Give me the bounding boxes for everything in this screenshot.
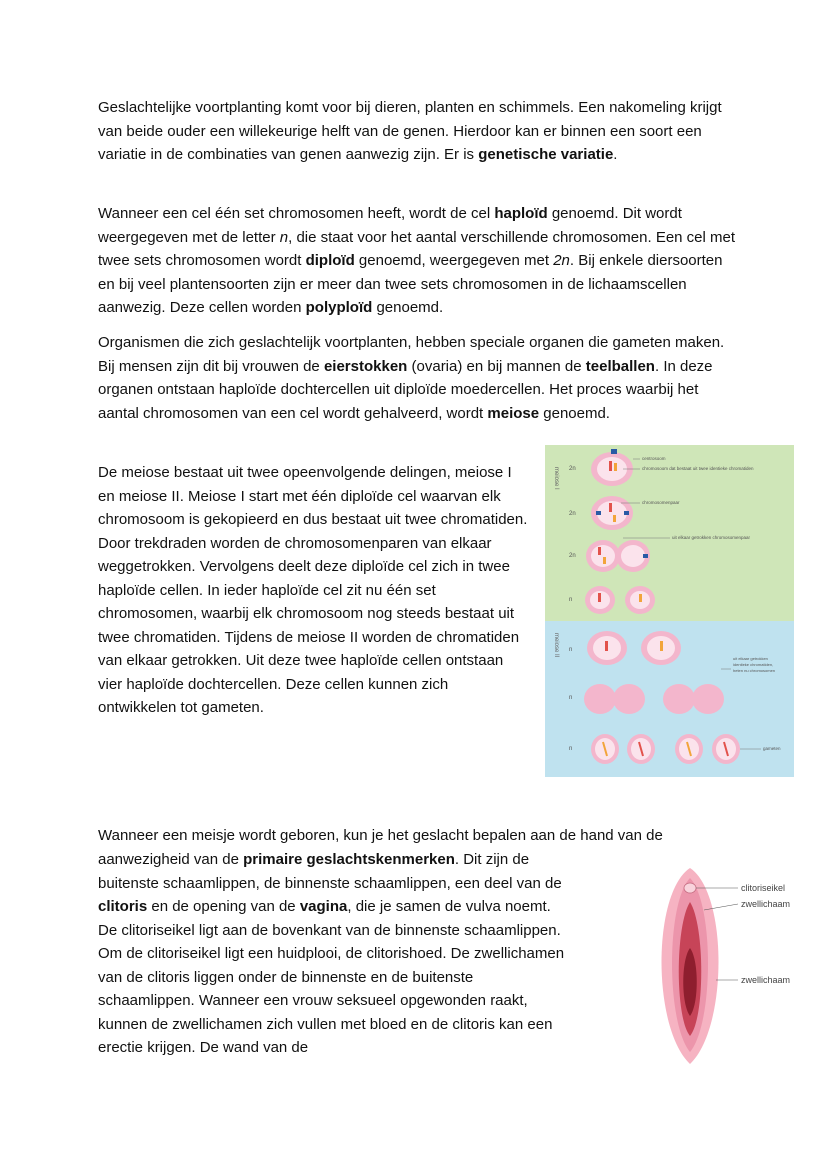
text: genoemd. Dit wordt weergegeven met de letter xyxy=(98,205,682,246)
text: genoemd. xyxy=(372,299,444,316)
chromosome xyxy=(609,503,612,512)
text: , die je samen de vulva noemt. De clitoriseikel ligt aan de bovenkant van de binnenste schaamlippen. Om de clitoriseikel ligt een huidplooi, de clitorishoed. De zwellichamen van de clitoris liggen onder de binnenste en de buitenste schaamlippen. Wanneer een vrouw seksueel opgewonden raakt, kunnen de zwellichamen zich vullen met bloed en de clitoris kan een erectie krijgen. De wand van de xyxy=(98,898,565,1056)
meiosis-I-background xyxy=(545,445,794,621)
label-zwellichaam-2: zwellichaam xyxy=(741,975,791,985)
paragraph-genetic-variation xyxy=(98,96,738,167)
label-meiose-I: meiose I xyxy=(553,467,559,490)
label-zwellichaam-1: zwellichaam xyxy=(741,899,791,909)
chromosome xyxy=(639,594,642,602)
label-centrosoom: centrosoom xyxy=(642,456,666,461)
text: . In deze organen ontstaan haploïde dochtercellen uit diploïde moedercellen. Het proces waarbij het aantal chromosomen van een cel wordt gehalveerd, wordt xyxy=(98,357,713,422)
vulva-anatomy-diagram xyxy=(578,858,808,1070)
paragraph-meiosis-stages: De meiose bestaat uit twee opeenvolgende delingen, meiose I en meiose II. Meiose I start met één diploïde cel waarvan elk chromosoom is gekopieerd en dus bestaat uit twee chromatiden. Door trekdraden worden de chromosomenparen van elkaar weggetrokken. Vervolgens deelt deze diploïde cel zich in twee haploïde cellen. In ieder haploïde cel zit nu één set chromosomen, waarbij elk chromosoom nog steeds bestaat uit twee chromatiden. Tijdens de meiose II worden de chromatiden van elkaar getrokken. Uit deze twee haploïde cellen ontstaan vier haploïde dochtercellen. Deze cellen kunnen zich ontwikkelen tot gameten. xyxy=(98,464,528,716)
chromosome xyxy=(598,593,601,602)
text: (ovaria) en bij mannen de xyxy=(407,357,586,375)
label-meiose-II: meiose II xyxy=(553,633,559,658)
paragraph-primary-characteristics xyxy=(98,848,568,1060)
chromosome xyxy=(603,557,606,564)
term-genetische-variatie: genetische variatie xyxy=(478,146,614,163)
text: en de opening van de xyxy=(147,898,300,915)
term-diploid: diploïd xyxy=(305,252,355,269)
ploidy-label: 2n xyxy=(569,466,576,472)
text: aanwezigheid van de xyxy=(98,851,244,868)
label-chromosoom: chromosoom dat bestaat uit twee identieke chromatiden xyxy=(642,466,754,471)
text: Wanneer een cel één set chromosomen heeft, wordt de cel xyxy=(98,205,495,222)
paragraph-meiosis-intro xyxy=(98,331,738,425)
chromosome xyxy=(613,515,616,522)
term-clitoris: clitoris xyxy=(98,898,148,915)
paragraph-haploid-diploid xyxy=(98,202,738,320)
ploidy-label: n xyxy=(569,746,573,752)
text: genoemd. xyxy=(539,404,610,422)
term-teelballen: teelballen xyxy=(585,357,655,375)
ploidy-label: 2n xyxy=(569,553,576,559)
chromosome xyxy=(605,641,608,651)
text: . Dit zijn de buitenste schaamlippen, de binnenste schaamlippen, een deel van de xyxy=(98,851,562,892)
centrosome xyxy=(611,449,617,454)
text: Geslachtelijke voortplanting komt voor bij dieren, planten en schimmels. Een nakomeling krijgt van beide ouder een willekeurige helft van de genen. Hierdoor kan er binnen een soort een variatie in de combinaties van genen aanwezig zijn. Er is xyxy=(98,99,722,163)
ploidy-label: n xyxy=(569,597,573,603)
label-clitoriseikel: clitoriseikel xyxy=(741,883,786,893)
centrosome xyxy=(596,511,601,515)
cell xyxy=(613,684,645,714)
clitoral-glans xyxy=(684,883,696,893)
term-meiose: meiose xyxy=(487,404,540,422)
label-getrokken-paar: uit elkaar getrokken chromosomenpaar xyxy=(672,535,751,540)
term-eierstokken: eierstokken xyxy=(323,357,408,375)
chromosome xyxy=(598,547,601,555)
symbol-n: n xyxy=(279,228,289,246)
paragraph-primary-characteristics-line1: Wanneer een meisje wordt geboren, kun je het geslacht bepalen aan de hand van de xyxy=(98,827,663,844)
text: genoemd, weergegeven met xyxy=(354,252,554,269)
cell-inner xyxy=(621,545,645,567)
text: . xyxy=(613,146,618,163)
cell xyxy=(663,684,695,714)
text: Organismen die zich geslachtelijk voortplanten, hebben speciale organen die gameten maken. Bij mensen zijn dit bij vrouwen de xyxy=(98,334,725,375)
term-haploid: haploïd xyxy=(494,205,548,222)
label-chromatiden-2: identieke chromatiden, xyxy=(733,662,774,667)
symbol-2n: 2n xyxy=(553,252,570,269)
term-primaire-geslachtskenmerken: primaire geslachtskenmerken xyxy=(243,851,455,868)
text: . Bij enkele diersoorten en bij veel plantensoorten zijn er meer dan twee sets chromosomen in de lichaamscellen aanwezig. Deze cellen worden xyxy=(98,252,723,316)
label-chromatiden-1: uit elkaar getrokken xyxy=(733,656,768,661)
meiosis-diagram xyxy=(545,445,794,777)
chromosome xyxy=(614,463,617,471)
ploidy-label: n xyxy=(569,647,573,653)
label-chromatiden-3: heten nu chromosomen xyxy=(733,668,776,673)
centrosome xyxy=(643,554,648,558)
term-polyploid: polyploïd xyxy=(305,299,373,316)
label-chromosomenpaar: chromosomenpaar xyxy=(642,500,680,505)
chromosome xyxy=(660,641,663,651)
ploidy-label: 2n xyxy=(569,511,576,517)
ploidy-label: n xyxy=(569,695,573,701)
cell xyxy=(692,684,724,714)
cell xyxy=(584,684,616,714)
text: , die staat voor het aantal verschillende chromosomen. Een cel met twee sets chromosomen wordt xyxy=(98,228,736,269)
term-vagina: vagina xyxy=(299,898,348,915)
label-gameten: gameten xyxy=(763,746,781,751)
chromosome xyxy=(609,461,612,471)
centrosome xyxy=(624,511,629,515)
